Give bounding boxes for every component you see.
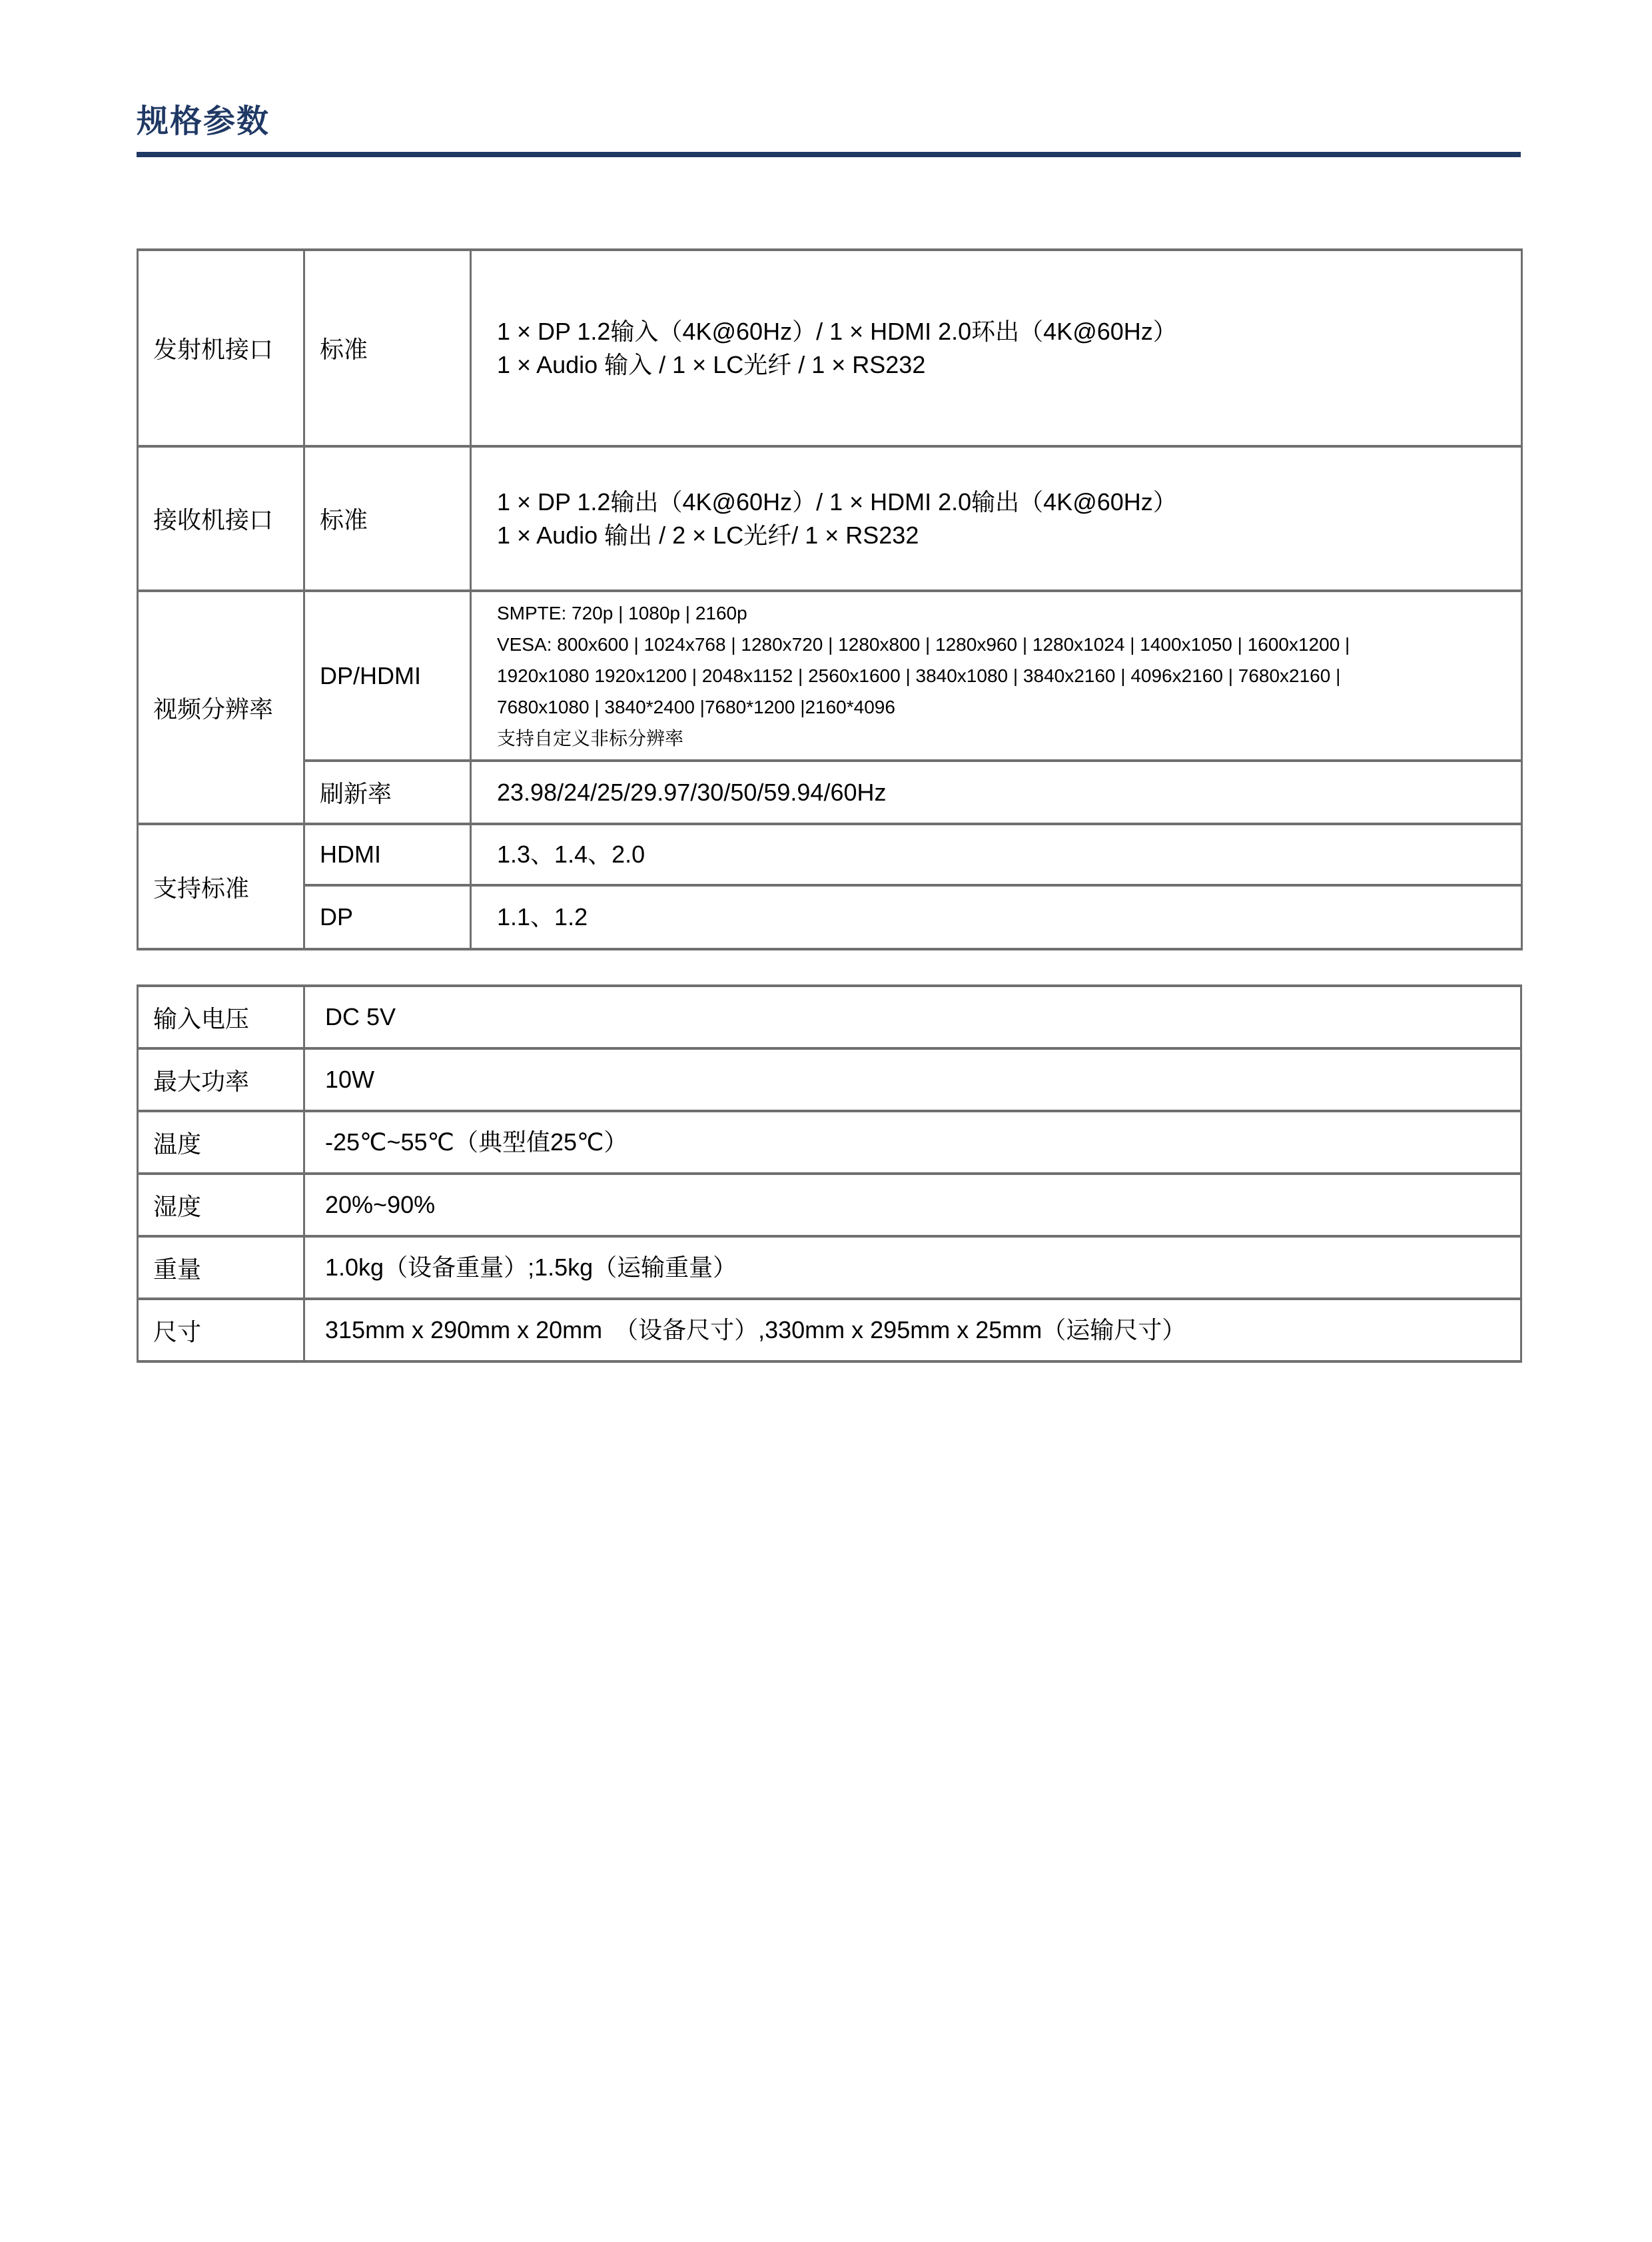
resolution-line: 1920x1080 1920x1200 | 2048x1152 | 2560x1600 | 3840x1080 | 3840x2160 | 4096x2160 | 7680x2160 | [497,665,1341,686]
row-label: 最大功率 [138,1048,304,1111]
receiver-interface-row [138,446,1522,591]
title-underline-rule [137,152,1521,157]
video-resolution-row [138,591,1522,761]
row-label: 接收机接口 [138,446,304,591]
weight-row [138,1236,1521,1299]
row-label: 视频分辨率 [138,591,304,824]
row-value [471,591,1522,761]
row-value: 20%~90% [304,1174,1521,1236]
row-value [471,250,1522,446]
row-sublabel: HDMI [304,824,471,885]
resolution-line: SMPTE: 720p | 1080p | 2160p [497,603,747,623]
spec-value-line: 1 × DP 1.2输入（4K@60Hz）/ 1 × HDMI 2.0环出（4K@60Hz） [497,317,1177,345]
interface-spec-table [137,248,1523,950]
resolution-line: VESA: 800x600 | 1024x768 | 1280x720 | 1280x800 | 1280x960 | 1280x1024 | 1400x1050 | 1600x1200 | [497,634,1350,655]
row-label: 支持标准 [138,824,304,949]
general-spec-table [137,984,1522,1363]
max-power-row [138,1048,1521,1111]
row-label: 输入电压 [138,986,304,1048]
row-label: 湿度 [138,1174,304,1236]
row-value: -25℃~55℃（典型值25℃） [304,1111,1521,1174]
spec-value-line: 1 × Audio 输入 / 1 × LC光纤 / 1 × RS232 [497,350,926,378]
resolution-line: 支持自定义非标分辨率 [497,728,684,749]
row-label: 温度 [138,1111,304,1174]
dimensions-row [138,1299,1521,1361]
input-voltage-row [138,986,1521,1048]
row-value: DC 5V [304,986,1521,1048]
row-value: 23.98/24/25/29.97/30/50/59.94/60Hz [471,761,1522,824]
spec-value-line: 1 × Audio 输出 / 2 × LC光纤/ 1 × RS232 [497,521,919,549]
row-sublabel: DP/HDMI [304,591,471,761]
row-value: 10W [304,1048,1521,1111]
row-value: 315mm x 290mm x 20mm （设备尺寸）,330mm x 295mm x 25mm（运输尺寸） [304,1299,1521,1361]
row-label: 尺寸 [138,1299,304,1361]
row-label: 重量 [138,1236,304,1299]
page-title: 规格参数 [137,104,270,139]
refresh-rate-row [138,761,1522,824]
temperature-row [138,1111,1521,1174]
dp-standard-row [138,885,1522,949]
row-sublabel: 标准 [304,446,471,591]
resolution-line: 7680x1080 | 3840*2400 |7680*1200 |2160*4096 [497,697,895,717]
row-sublabel: 标准 [304,250,471,446]
row-sublabel: DP [304,885,471,949]
hdmi-standard-row [138,824,1522,885]
spec-value-line: 1 × DP 1.2输出（4K@60Hz）/ 1 × HDMI 2.0输出（4K@60Hz） [497,488,1177,516]
row-value: 1.3、1.4、2.0 [471,824,1522,885]
row-value: 1.0kg（设备重量）;1.5kg（运输重量） [304,1236,1521,1299]
transmitter-interface-row [138,250,1522,446]
row-value: 1.1、1.2 [471,885,1522,949]
humidity-row [138,1174,1521,1236]
row-label: 发射机接口 [138,250,304,446]
row-value [471,446,1522,591]
row-sublabel: 刷新率 [304,761,471,824]
